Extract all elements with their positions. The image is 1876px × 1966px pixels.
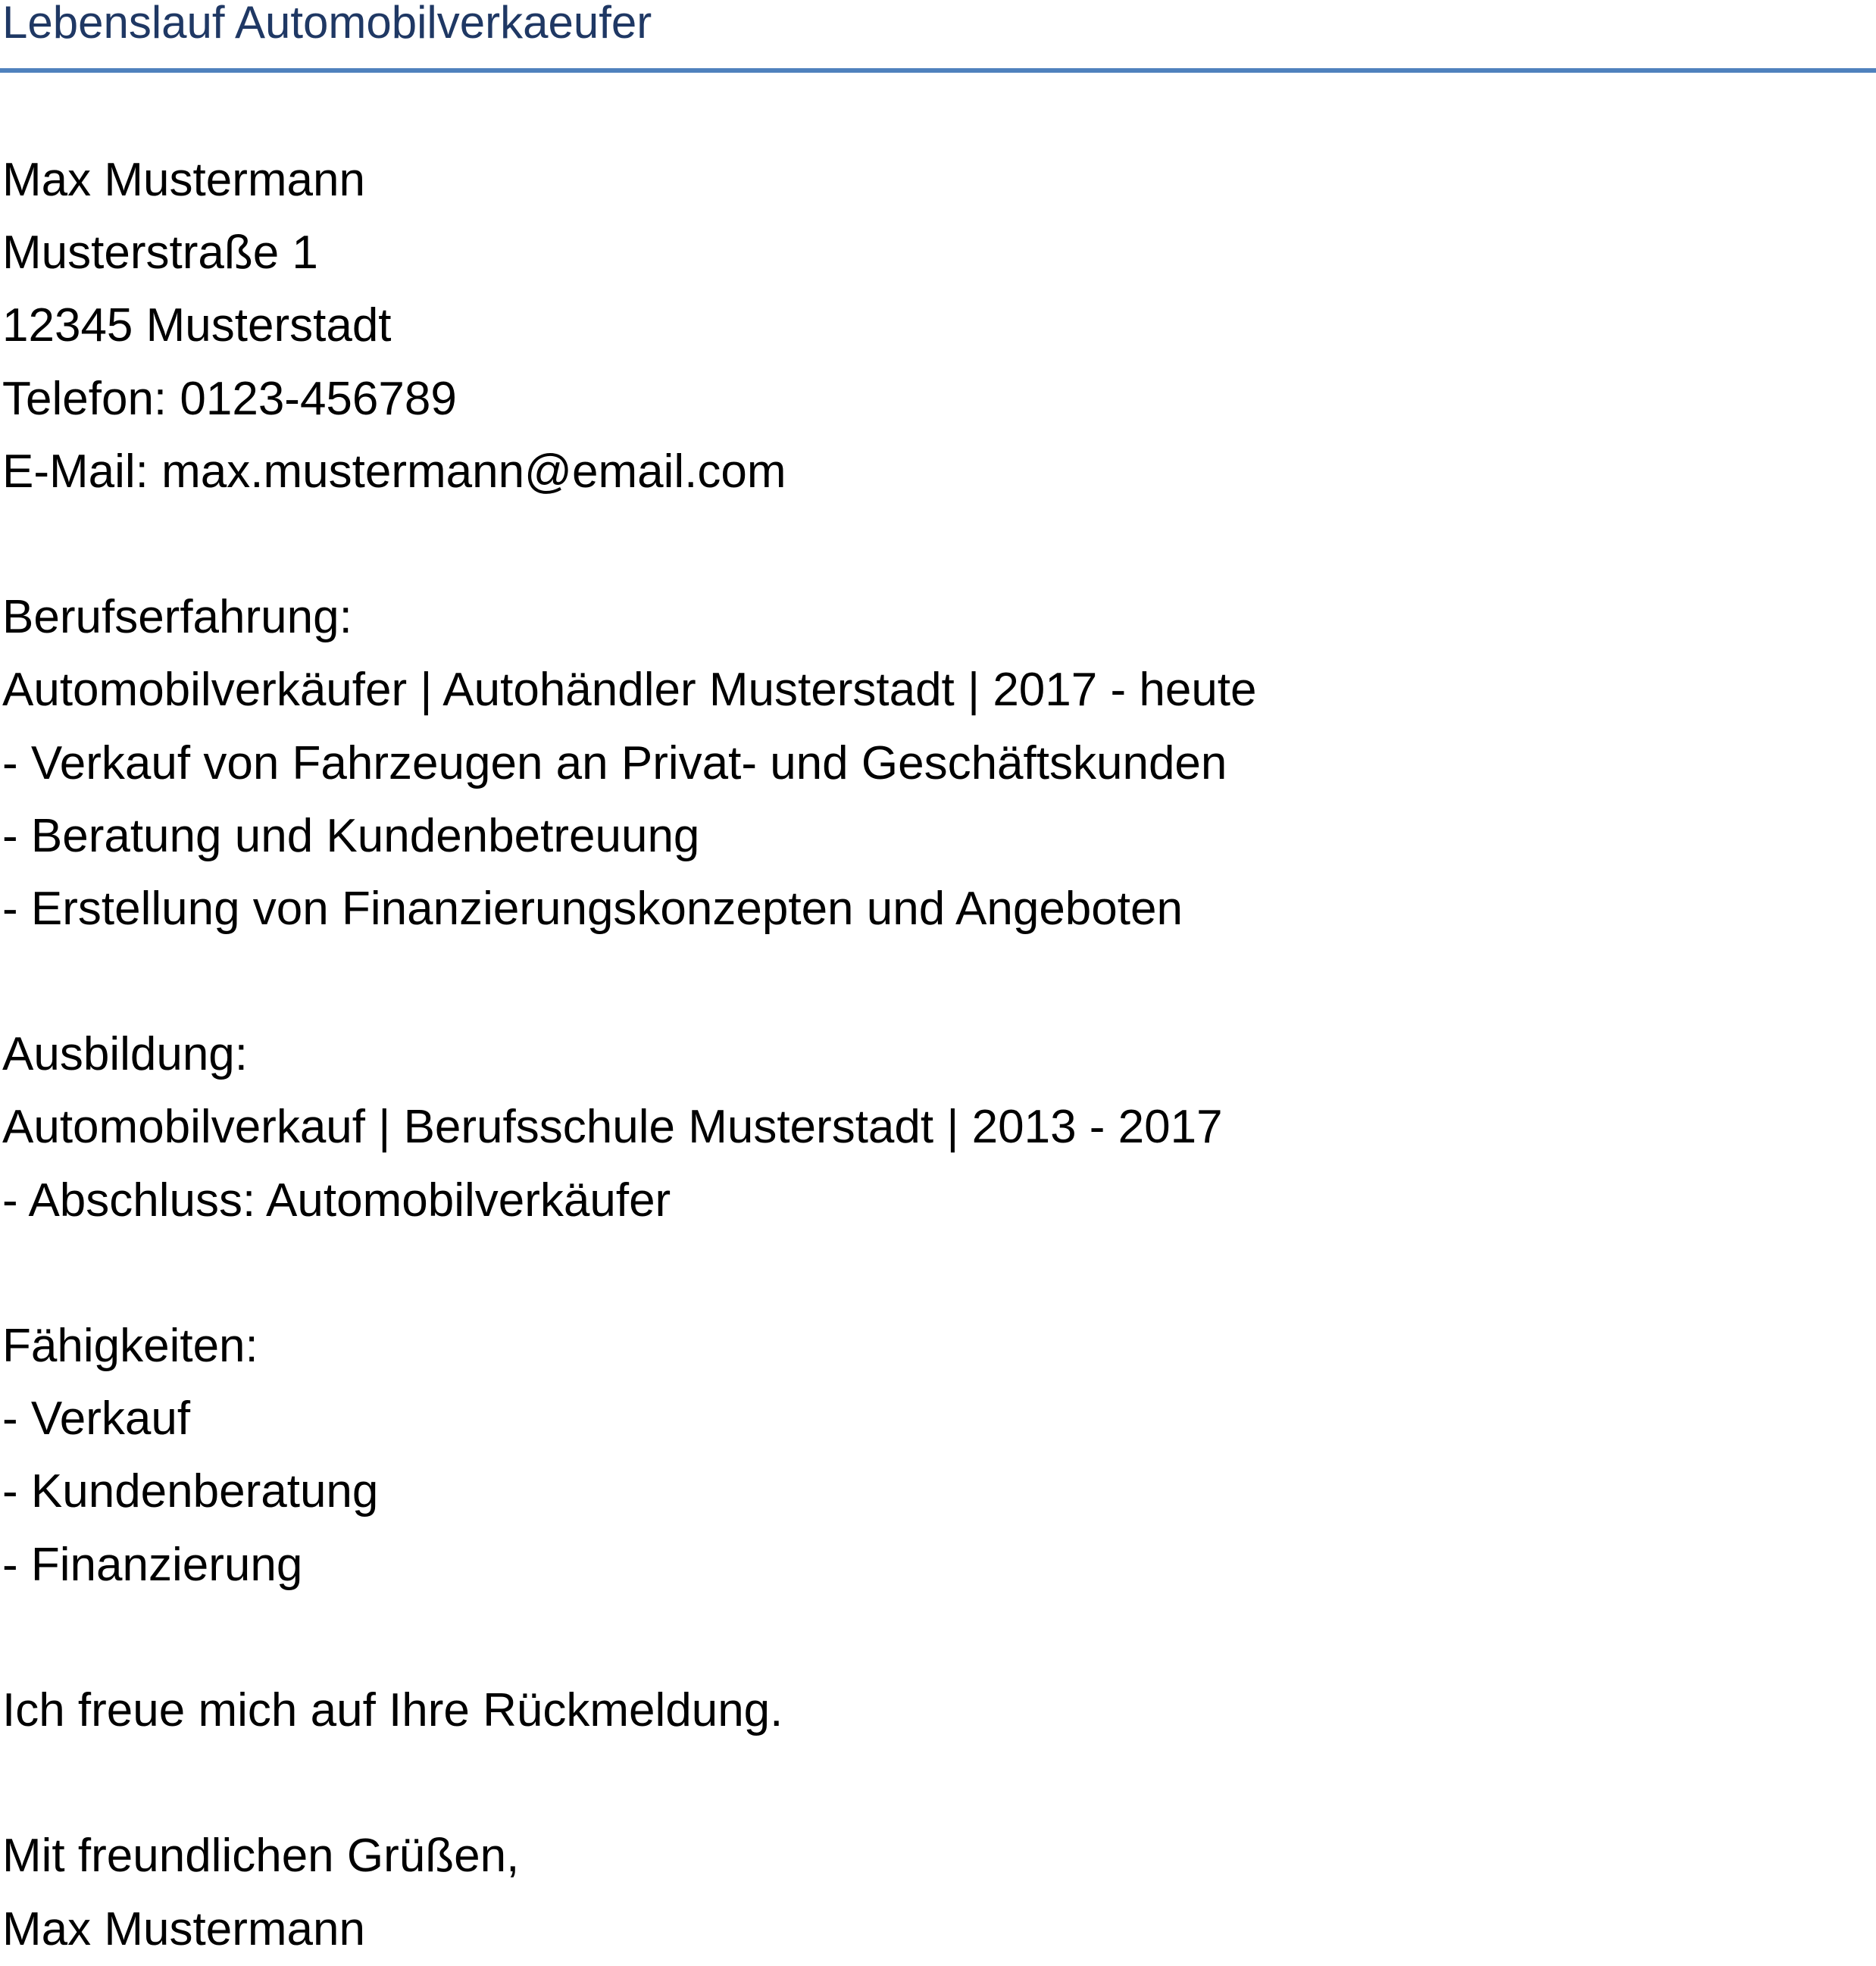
skills-item: - Kundenberatung — [2, 1465, 379, 1518]
skills-item: - Verkauf — [2, 1392, 191, 1446]
skills-item: - Finanzierung — [2, 1538, 303, 1591]
closing-salutation: Mit freundlichen Grüßen, — [2, 1830, 520, 1883]
experience-heading: Berufserfahrung: — [2, 591, 352, 644]
experience-item: - Verkauf von Fahrzeugen an Privat- und Geschäftskunden — [2, 736, 1227, 789]
spacer — [2, 508, 1859, 581]
skills-heading: Fähigkeiten: — [2, 1320, 258, 1372]
title-underline — [0, 68, 1876, 73]
spacer — [2, 1237, 1859, 1310]
spacer — [2, 945, 1859, 1018]
closing-remark: Ich freue mich auf Ihre Rückmeldung. — [2, 1683, 783, 1736]
closing-signature: Max Mustermann — [2, 1902, 365, 1955]
contact-email: E-Mail: max.mustermann@email.com — [2, 445, 786, 498]
education-position: Automobilverkauf | Berufsschule Musterstadt | 2013 - 2017 — [2, 1101, 1223, 1154]
contact-name: Max Mustermann — [2, 154, 365, 206]
education-heading: Ausbildung: — [2, 1028, 249, 1081]
document-title: Lebenslauf Automobilverkaeufer — [2, 0, 652, 48]
contact-city: 12345 Musterstadt — [2, 299, 392, 352]
document-body — [2, 144, 1859, 1966]
spacer — [2, 1747, 1859, 1820]
experience-position: Automobilverkäufer | Autohändler Musterstadt | 2017 - heute — [2, 664, 1257, 717]
contact-phone: Telefon: 0123-456789 — [2, 372, 457, 425]
spacer — [2, 1602, 1859, 1674]
experience-item: - Beratung und Kundenbetreuung — [2, 809, 700, 862]
contact-street: Musterstraße 1 — [2, 227, 318, 280]
education-item: - Abschluss: Automobilverkäufer — [2, 1174, 671, 1227]
experience-item: - Erstellung von Finanzierungskonzepten und Angeboten — [2, 882, 1183, 935]
